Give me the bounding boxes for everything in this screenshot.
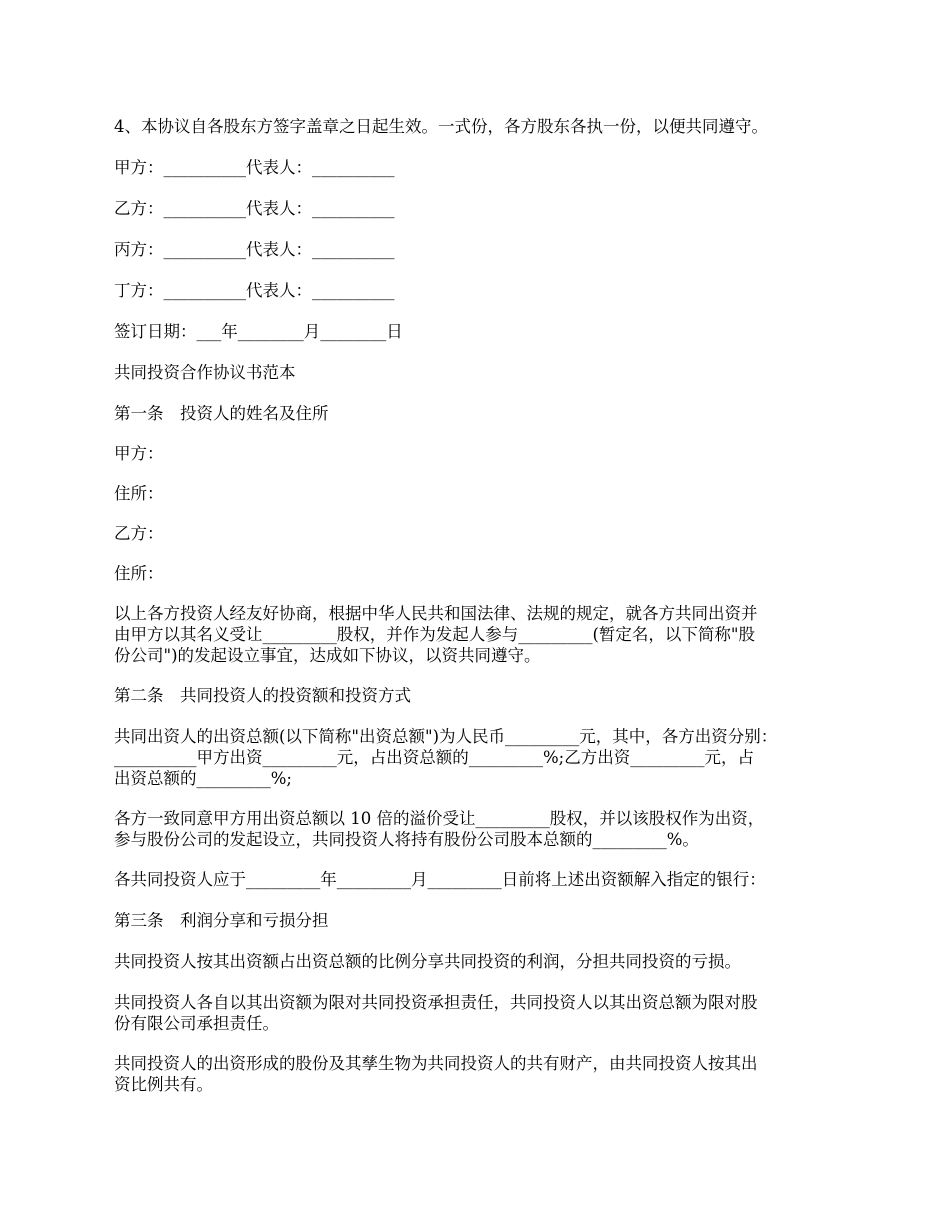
party-b-signature-line: 乙方：__________代表人：__________	[114, 199, 395, 218]
document-title: 共同投资合作协议书范本	[114, 363, 296, 382]
party-d-signature-line: 丁方：__________代表人：__________	[114, 281, 395, 300]
liability-paragraph: 共同投资人各自以其出资额为限对共同投资承担责任，共同投资人以其出资总额为限对股 份有限公司承担责任。	[114, 993, 758, 1033]
party-a-signature-line: 甲方：__________代表人：__________	[114, 158, 395, 177]
article-2-heading: 第二条 共同投资人的投资额和投资方式	[114, 686, 411, 705]
article-1-heading: 第一条 投资人的姓名及住所	[114, 404, 329, 423]
party-b-label: 乙方：	[114, 524, 164, 543]
investment-amount-paragraph: 共同出资人的出资总额(以下简称"出资总额")为人民币_________元，其中，各方出资分别： __________甲方出资_________元，占出资总额的_________%;乙方出资_________元，占 出资总额的_________%;	[114, 727, 778, 788]
party-a-address-label: 住所：	[114, 484, 164, 503]
party-c-signature-line: 丙方：__________代表人：__________	[114, 240, 395, 259]
article-3-heading: 第三条 利润分享和亏损分担	[114, 911, 329, 930]
party-b-address-label: 住所：	[114, 564, 164, 583]
joint-property-paragraph: 共同投资人的出资形成的股份及其孳生物为共同投资人的共有财产，由共同投资人按其出 资比例共有。	[114, 1054, 758, 1094]
clause-4-effective: 4、本协议自各股东方签字盖章之日起生效。一式份，各方股东各执一份，以便共同遵守。	[114, 117, 768, 136]
signing-date-line: 签订日期：___年________月________日	[114, 322, 403, 341]
premium-transfer-paragraph: 各方一致同意甲方用出资总额以 10 倍的溢价受让_________股权，并以该股权作为出资， 参与股份公司的发起设立，共同投资人将持有股份公司股本总额的_________%。	[114, 809, 765, 849]
party-a-label: 甲方：	[114, 444, 164, 463]
payment-deadline-paragraph: 各共同投资人应于_________年_________月_________日前将上述出资额解入指定的银行：	[114, 870, 766, 889]
preamble-paragraph: 以上各方投资人经友好协商，根据中华人民共和国法律、法规的规定，就各方共同出资并 由甲方以其名义受让_________股权，并作为发起人参与_________(暂定名，以下简称"股 份公司")的发起设立事宜，达成如下协议，以资共同遵守。	[114, 604, 758, 665]
profit-loss-paragraph: 共同投资人按其出资额占出资总额的比例分享共同投资的利润，分担共同投资的亏损。	[114, 952, 741, 971]
